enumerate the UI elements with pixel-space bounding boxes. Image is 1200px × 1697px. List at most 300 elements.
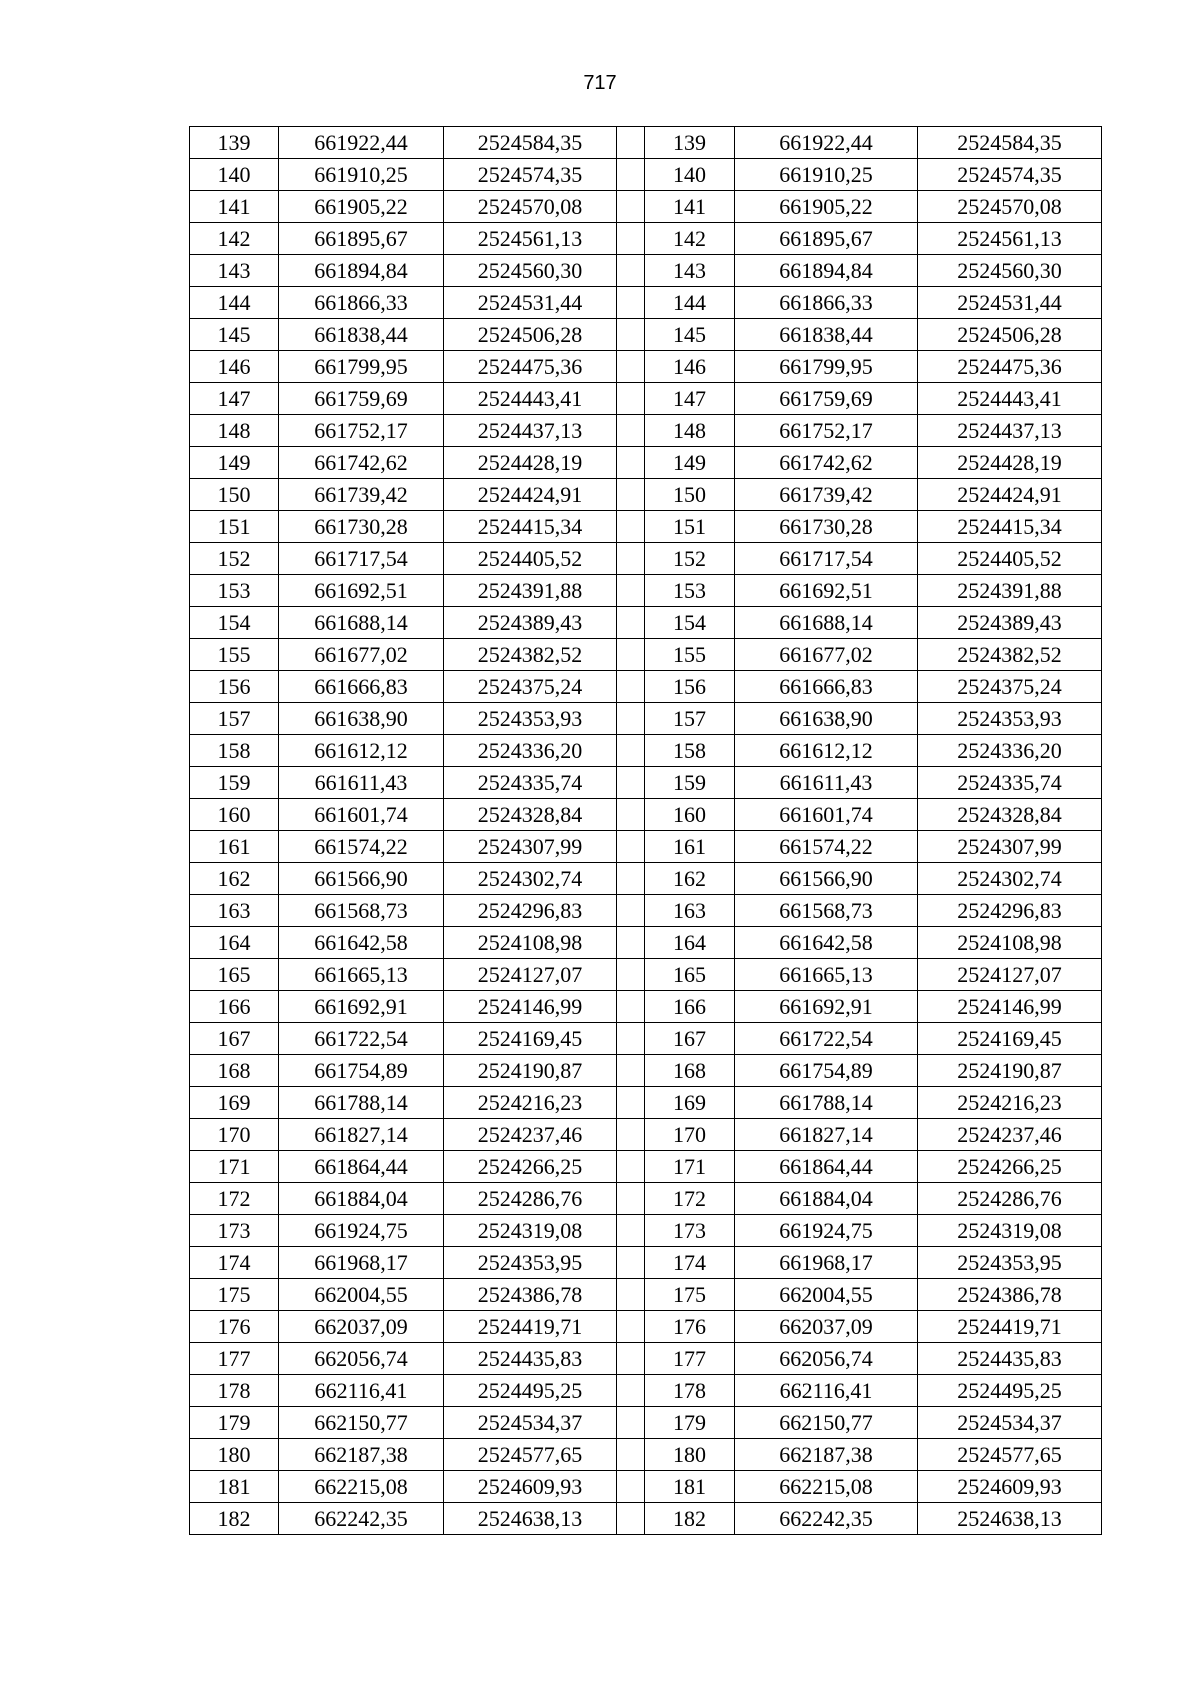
left-y-coordinate-cell: 2524574,35	[444, 159, 617, 191]
left-y-coordinate-cell: 2524560,30	[444, 255, 617, 287]
right-point-number-cell: 158	[645, 735, 735, 767]
right-x-coordinate-cell: 661717,54	[735, 543, 918, 575]
right-point-number-cell: 164	[645, 927, 735, 959]
table-row	[190, 511, 1102, 543]
table-row	[190, 1407, 1102, 1439]
spacer-cell	[617, 511, 645, 543]
right-point-number-cell: 180	[645, 1439, 735, 1471]
right-y-coordinate-cell: 2524353,93	[918, 703, 1102, 735]
left-point-number-cell: 149	[190, 447, 279, 479]
spacer-cell	[617, 575, 645, 607]
left-point-number-cell: 158	[190, 735, 279, 767]
right-x-coordinate-cell: 661754,89	[735, 1055, 918, 1087]
left-point-number-cell: 156	[190, 671, 279, 703]
right-x-coordinate-cell: 661612,12	[735, 735, 918, 767]
right-y-coordinate-cell: 2524190,87	[918, 1055, 1102, 1087]
table-row	[190, 671, 1102, 703]
left-x-coordinate-cell: 661722,54	[279, 1023, 444, 1055]
spacer-cell	[617, 1279, 645, 1311]
right-point-number-cell: 161	[645, 831, 735, 863]
table-row	[190, 639, 1102, 671]
spacer-cell	[617, 1023, 645, 1055]
spacer-cell	[617, 831, 645, 863]
left-y-coordinate-cell: 2524419,71	[444, 1311, 617, 1343]
left-point-number-cell: 172	[190, 1183, 279, 1215]
left-point-number-cell: 140	[190, 159, 279, 191]
right-y-coordinate-cell: 2524435,83	[918, 1343, 1102, 1375]
right-x-coordinate-cell: 661692,91	[735, 991, 918, 1023]
right-point-number-cell: 144	[645, 287, 735, 319]
right-point-number-cell: 141	[645, 191, 735, 223]
spacer-cell	[617, 447, 645, 479]
left-y-coordinate-cell: 2524108,98	[444, 927, 617, 959]
right-y-coordinate-cell: 2524353,95	[918, 1247, 1102, 1279]
left-point-number-cell: 179	[190, 1407, 279, 1439]
left-point-number-cell: 145	[190, 319, 279, 351]
left-point-number-cell: 181	[190, 1471, 279, 1503]
left-y-coordinate-cell: 2524169,45	[444, 1023, 617, 1055]
left-y-coordinate-cell: 2524335,74	[444, 767, 617, 799]
right-x-coordinate-cell: 661739,42	[735, 479, 918, 511]
right-point-number-cell: 150	[645, 479, 735, 511]
right-x-coordinate-cell: 661677,02	[735, 639, 918, 671]
table-row	[190, 863, 1102, 895]
spacer-cell	[617, 255, 645, 287]
right-x-coordinate-cell: 661895,67	[735, 223, 918, 255]
left-point-number-cell: 162	[190, 863, 279, 895]
left-y-coordinate-cell: 2524190,87	[444, 1055, 617, 1087]
table-row	[190, 191, 1102, 223]
right-x-coordinate-cell: 661759,69	[735, 383, 918, 415]
left-y-coordinate-cell: 2524389,43	[444, 607, 617, 639]
left-x-coordinate-cell: 661692,91	[279, 991, 444, 1023]
table-row	[190, 703, 1102, 735]
right-y-coordinate-cell: 2524475,36	[918, 351, 1102, 383]
left-point-number-cell: 182	[190, 1503, 279, 1535]
left-x-coordinate-cell: 661838,44	[279, 319, 444, 351]
left-x-coordinate-cell: 661894,84	[279, 255, 444, 287]
table-row	[190, 319, 1102, 351]
right-point-number-cell: 140	[645, 159, 735, 191]
left-y-coordinate-cell: 2524286,76	[444, 1183, 617, 1215]
left-x-coordinate-cell: 662242,35	[279, 1503, 444, 1535]
spacer-cell	[617, 639, 645, 671]
right-point-number-cell: 169	[645, 1087, 735, 1119]
spacer-cell	[617, 127, 645, 159]
right-x-coordinate-cell: 661827,14	[735, 1119, 918, 1151]
right-point-number-cell: 153	[645, 575, 735, 607]
left-point-number-cell: 155	[190, 639, 279, 671]
table-row	[190, 895, 1102, 927]
spacer-cell	[617, 1375, 645, 1407]
left-point-number-cell: 174	[190, 1247, 279, 1279]
spacer-cell	[617, 287, 645, 319]
left-y-coordinate-cell: 2524353,93	[444, 703, 617, 735]
left-y-coordinate-cell: 2524534,37	[444, 1407, 617, 1439]
table-row	[190, 927, 1102, 959]
left-x-coordinate-cell: 661905,22	[279, 191, 444, 223]
right-point-number-cell: 179	[645, 1407, 735, 1439]
right-point-number-cell: 143	[645, 255, 735, 287]
table-row	[190, 767, 1102, 799]
right-x-coordinate-cell: 661866,33	[735, 287, 918, 319]
right-y-coordinate-cell: 2524386,78	[918, 1279, 1102, 1311]
table-row	[190, 1279, 1102, 1311]
right-y-coordinate-cell: 2524108,98	[918, 927, 1102, 959]
left-x-coordinate-cell: 661827,14	[279, 1119, 444, 1151]
right-y-coordinate-cell: 2524415,34	[918, 511, 1102, 543]
right-y-coordinate-cell: 2524335,74	[918, 767, 1102, 799]
left-x-coordinate-cell: 661754,89	[279, 1055, 444, 1087]
right-y-coordinate-cell: 2524328,84	[918, 799, 1102, 831]
left-y-coordinate-cell: 2524506,28	[444, 319, 617, 351]
spacer-cell	[617, 927, 645, 959]
right-x-coordinate-cell: 662242,35	[735, 1503, 918, 1535]
left-point-number-cell: 142	[190, 223, 279, 255]
right-y-coordinate-cell: 2524336,20	[918, 735, 1102, 767]
left-x-coordinate-cell: 662150,77	[279, 1407, 444, 1439]
table-row	[190, 1183, 1102, 1215]
left-x-coordinate-cell: 661759,69	[279, 383, 444, 415]
right-point-number-cell: 165	[645, 959, 735, 991]
right-point-number-cell: 145	[645, 319, 735, 351]
spacer-cell	[617, 767, 645, 799]
left-x-coordinate-cell: 661752,17	[279, 415, 444, 447]
right-x-coordinate-cell: 661642,58	[735, 927, 918, 959]
spacer-cell	[617, 1407, 645, 1439]
spacer-cell	[617, 1247, 645, 1279]
spacer-cell	[617, 543, 645, 575]
right-y-coordinate-cell: 2524534,37	[918, 1407, 1102, 1439]
right-x-coordinate-cell: 661910,25	[735, 159, 918, 191]
right-point-number-cell: 168	[645, 1055, 735, 1087]
spacer-cell	[617, 415, 645, 447]
table-row	[190, 799, 1102, 831]
left-x-coordinate-cell: 662037,09	[279, 1311, 444, 1343]
right-x-coordinate-cell: 662187,38	[735, 1439, 918, 1471]
spacer-cell	[617, 1119, 645, 1151]
right-y-coordinate-cell: 2524609,93	[918, 1471, 1102, 1503]
left-point-number-cell: 161	[190, 831, 279, 863]
right-y-coordinate-cell: 2524428,19	[918, 447, 1102, 479]
table-row	[190, 383, 1102, 415]
left-point-number-cell: 141	[190, 191, 279, 223]
right-y-coordinate-cell: 2524577,65	[918, 1439, 1102, 1471]
right-point-number-cell: 155	[645, 639, 735, 671]
table-row	[190, 831, 1102, 863]
table-row	[190, 1343, 1102, 1375]
left-y-coordinate-cell: 2524127,07	[444, 959, 617, 991]
right-y-coordinate-cell: 2524443,41	[918, 383, 1102, 415]
right-point-number-cell: 160	[645, 799, 735, 831]
right-point-number-cell: 152	[645, 543, 735, 575]
left-point-number-cell: 168	[190, 1055, 279, 1087]
spacer-cell	[617, 1343, 645, 1375]
table-row	[190, 991, 1102, 1023]
right-x-coordinate-cell: 661730,28	[735, 511, 918, 543]
right-x-coordinate-cell: 662150,77	[735, 1407, 918, 1439]
left-point-number-cell: 164	[190, 927, 279, 959]
right-point-number-cell: 163	[645, 895, 735, 927]
right-y-coordinate-cell: 2524127,07	[918, 959, 1102, 991]
left-y-coordinate-cell: 2524405,52	[444, 543, 617, 575]
spacer-cell	[617, 223, 645, 255]
table-row	[190, 479, 1102, 511]
right-y-coordinate-cell: 2524584,35	[918, 127, 1102, 159]
left-x-coordinate-cell: 661739,42	[279, 479, 444, 511]
table-row	[190, 1471, 1102, 1503]
right-y-coordinate-cell: 2524169,45	[918, 1023, 1102, 1055]
left-x-coordinate-cell: 661717,54	[279, 543, 444, 575]
left-x-coordinate-cell: 661612,12	[279, 735, 444, 767]
right-point-number-cell: 176	[645, 1311, 735, 1343]
right-x-coordinate-cell: 661688,14	[735, 607, 918, 639]
right-x-coordinate-cell: 661638,90	[735, 703, 918, 735]
right-y-coordinate-cell: 2524560,30	[918, 255, 1102, 287]
right-y-coordinate-cell: 2524266,25	[918, 1151, 1102, 1183]
left-y-coordinate-cell: 2524437,13	[444, 415, 617, 447]
left-point-number-cell: 176	[190, 1311, 279, 1343]
right-x-coordinate-cell: 661968,17	[735, 1247, 918, 1279]
right-x-coordinate-cell: 662056,74	[735, 1343, 918, 1375]
right-y-coordinate-cell: 2524506,28	[918, 319, 1102, 351]
right-y-coordinate-cell: 2524302,74	[918, 863, 1102, 895]
right-point-number-cell: 178	[645, 1375, 735, 1407]
spacer-cell	[617, 1471, 645, 1503]
right-point-number-cell: 151	[645, 511, 735, 543]
right-x-coordinate-cell: 661752,17	[735, 415, 918, 447]
right-x-coordinate-cell: 661838,44	[735, 319, 918, 351]
right-x-coordinate-cell: 661884,04	[735, 1183, 918, 1215]
left-point-number-cell: 143	[190, 255, 279, 287]
left-x-coordinate-cell: 662116,41	[279, 1375, 444, 1407]
right-x-coordinate-cell: 661665,13	[735, 959, 918, 991]
table-row	[190, 959, 1102, 991]
left-point-number-cell: 146	[190, 351, 279, 383]
left-x-coordinate-cell: 661968,17	[279, 1247, 444, 1279]
right-point-number-cell: 172	[645, 1183, 735, 1215]
coordinates-table-body	[190, 127, 1102, 1535]
left-y-coordinate-cell: 2524146,99	[444, 991, 617, 1023]
right-y-coordinate-cell: 2524424,91	[918, 479, 1102, 511]
spacer-cell	[617, 895, 645, 927]
spacer-cell	[617, 1055, 645, 1087]
right-point-number-cell: 154	[645, 607, 735, 639]
spacer-cell	[617, 319, 645, 351]
right-y-coordinate-cell: 2524286,76	[918, 1183, 1102, 1215]
left-x-coordinate-cell: 661642,58	[279, 927, 444, 959]
spacer-cell	[617, 1215, 645, 1247]
right-point-number-cell: 142	[645, 223, 735, 255]
table-row	[190, 1311, 1102, 1343]
right-x-coordinate-cell: 661692,51	[735, 575, 918, 607]
left-y-coordinate-cell: 2524375,24	[444, 671, 617, 703]
table-row	[190, 255, 1102, 287]
table-row	[190, 159, 1102, 191]
right-y-coordinate-cell: 2524216,23	[918, 1087, 1102, 1119]
left-y-coordinate-cell: 2524609,93	[444, 1471, 617, 1503]
table-row	[190, 287, 1102, 319]
left-point-number-cell: 159	[190, 767, 279, 799]
table-row	[190, 543, 1102, 575]
right-x-coordinate-cell: 661788,14	[735, 1087, 918, 1119]
right-y-coordinate-cell: 2524561,13	[918, 223, 1102, 255]
right-y-coordinate-cell: 2524570,08	[918, 191, 1102, 223]
left-point-number-cell: 160	[190, 799, 279, 831]
table-row	[190, 1119, 1102, 1151]
left-point-number-cell: 171	[190, 1151, 279, 1183]
left-x-coordinate-cell: 662056,74	[279, 1343, 444, 1375]
left-x-coordinate-cell: 661922,44	[279, 127, 444, 159]
right-x-coordinate-cell: 661568,73	[735, 895, 918, 927]
left-y-coordinate-cell: 2524296,83	[444, 895, 617, 927]
left-x-coordinate-cell: 661677,02	[279, 639, 444, 671]
left-y-coordinate-cell: 2524266,25	[444, 1151, 617, 1183]
left-x-coordinate-cell: 661665,13	[279, 959, 444, 991]
left-y-coordinate-cell: 2524531,44	[444, 287, 617, 319]
left-x-coordinate-cell: 661611,43	[279, 767, 444, 799]
left-point-number-cell: 169	[190, 1087, 279, 1119]
left-x-coordinate-cell: 661638,90	[279, 703, 444, 735]
spacer-cell	[617, 383, 645, 415]
spacer-cell	[617, 1439, 645, 1471]
table-row	[190, 735, 1102, 767]
right-x-coordinate-cell: 661905,22	[735, 191, 918, 223]
spacer-cell	[617, 1503, 645, 1535]
page-number: 717	[583, 72, 617, 94]
left-y-coordinate-cell: 2524353,95	[444, 1247, 617, 1279]
left-point-number-cell: 175	[190, 1279, 279, 1311]
left-y-coordinate-cell: 2524424,91	[444, 479, 617, 511]
left-y-coordinate-cell: 2524386,78	[444, 1279, 617, 1311]
left-point-number-cell: 177	[190, 1343, 279, 1375]
left-point-number-cell: 144	[190, 287, 279, 319]
right-point-number-cell: 159	[645, 767, 735, 799]
table-row	[190, 415, 1102, 447]
left-point-number-cell: 178	[190, 1375, 279, 1407]
left-y-coordinate-cell: 2524336,20	[444, 735, 617, 767]
left-point-number-cell: 150	[190, 479, 279, 511]
left-x-coordinate-cell: 661574,22	[279, 831, 444, 863]
table-row	[190, 1087, 1102, 1119]
left-x-coordinate-cell: 661866,33	[279, 287, 444, 319]
left-x-coordinate-cell: 661688,14	[279, 607, 444, 639]
table-row	[190, 223, 1102, 255]
left-y-coordinate-cell: 2524237,46	[444, 1119, 617, 1151]
left-y-coordinate-cell: 2524577,65	[444, 1439, 617, 1471]
right-point-number-cell: 167	[645, 1023, 735, 1055]
left-point-number-cell: 165	[190, 959, 279, 991]
table-row	[190, 1503, 1102, 1535]
left-y-coordinate-cell: 2524475,36	[444, 351, 617, 383]
right-point-number-cell: 181	[645, 1471, 735, 1503]
left-point-number-cell: 173	[190, 1215, 279, 1247]
table-row	[190, 1055, 1102, 1087]
left-point-number-cell: 147	[190, 383, 279, 415]
left-x-coordinate-cell: 662004,55	[279, 1279, 444, 1311]
spacer-cell	[617, 671, 645, 703]
left-point-number-cell: 180	[190, 1439, 279, 1471]
right-y-coordinate-cell: 2524437,13	[918, 415, 1102, 447]
left-y-coordinate-cell: 2524391,88	[444, 575, 617, 607]
right-point-number-cell: 148	[645, 415, 735, 447]
spacer-cell	[617, 1311, 645, 1343]
right-x-coordinate-cell: 662116,41	[735, 1375, 918, 1407]
spacer-cell	[617, 735, 645, 767]
spacer-cell	[617, 1151, 645, 1183]
left-y-coordinate-cell: 2524307,99	[444, 831, 617, 863]
right-x-coordinate-cell: 661574,22	[735, 831, 918, 863]
right-y-coordinate-cell: 2524638,13	[918, 1503, 1102, 1535]
right-x-coordinate-cell: 661742,62	[735, 447, 918, 479]
spacer-cell	[617, 351, 645, 383]
left-y-coordinate-cell: 2524302,74	[444, 863, 617, 895]
left-point-number-cell: 157	[190, 703, 279, 735]
right-y-coordinate-cell: 2524237,46	[918, 1119, 1102, 1151]
left-y-coordinate-cell: 2524570,08	[444, 191, 617, 223]
left-x-coordinate-cell: 661566,90	[279, 863, 444, 895]
right-y-coordinate-cell: 2524146,99	[918, 991, 1102, 1023]
spacer-cell	[617, 703, 645, 735]
right-point-number-cell: 156	[645, 671, 735, 703]
spacer-cell	[617, 479, 645, 511]
spacer-cell	[617, 991, 645, 1023]
right-point-number-cell: 173	[645, 1215, 735, 1247]
right-point-number-cell: 166	[645, 991, 735, 1023]
left-x-coordinate-cell: 661799,95	[279, 351, 444, 383]
right-x-coordinate-cell: 662037,09	[735, 1311, 918, 1343]
left-x-coordinate-cell: 661730,28	[279, 511, 444, 543]
right-x-coordinate-cell: 661666,83	[735, 671, 918, 703]
right-y-coordinate-cell: 2524495,25	[918, 1375, 1102, 1407]
spacer-cell	[617, 863, 645, 895]
right-point-number-cell: 170	[645, 1119, 735, 1151]
left-point-number-cell: 139	[190, 127, 279, 159]
right-point-number-cell: 177	[645, 1343, 735, 1375]
left-point-number-cell: 151	[190, 511, 279, 543]
table-row	[190, 1439, 1102, 1471]
table-row	[190, 607, 1102, 639]
table-row	[190, 575, 1102, 607]
left-point-number-cell: 148	[190, 415, 279, 447]
left-x-coordinate-cell: 661895,67	[279, 223, 444, 255]
table-row	[190, 1151, 1102, 1183]
table-row	[190, 351, 1102, 383]
spacer-cell	[617, 1087, 645, 1119]
left-point-number-cell: 152	[190, 543, 279, 575]
right-x-coordinate-cell: 661611,43	[735, 767, 918, 799]
table-row	[190, 127, 1102, 159]
right-x-coordinate-cell: 661864,44	[735, 1151, 918, 1183]
right-x-coordinate-cell: 662004,55	[735, 1279, 918, 1311]
left-x-coordinate-cell: 661864,44	[279, 1151, 444, 1183]
coordinates-table	[189, 126, 1102, 1535]
right-point-number-cell: 162	[645, 863, 735, 895]
left-point-number-cell: 153	[190, 575, 279, 607]
right-y-coordinate-cell: 2524382,52	[918, 639, 1102, 671]
right-y-coordinate-cell: 2524319,08	[918, 1215, 1102, 1247]
right-point-number-cell: 175	[645, 1279, 735, 1311]
spacer-cell	[617, 799, 645, 831]
left-y-coordinate-cell: 2524495,25	[444, 1375, 617, 1407]
left-x-coordinate-cell: 662215,08	[279, 1471, 444, 1503]
spacer-cell	[617, 607, 645, 639]
left-x-coordinate-cell: 661568,73	[279, 895, 444, 927]
right-x-coordinate-cell: 661922,44	[735, 127, 918, 159]
table-row	[190, 1023, 1102, 1055]
right-y-coordinate-cell: 2524389,43	[918, 607, 1102, 639]
right-x-coordinate-cell: 661894,84	[735, 255, 918, 287]
